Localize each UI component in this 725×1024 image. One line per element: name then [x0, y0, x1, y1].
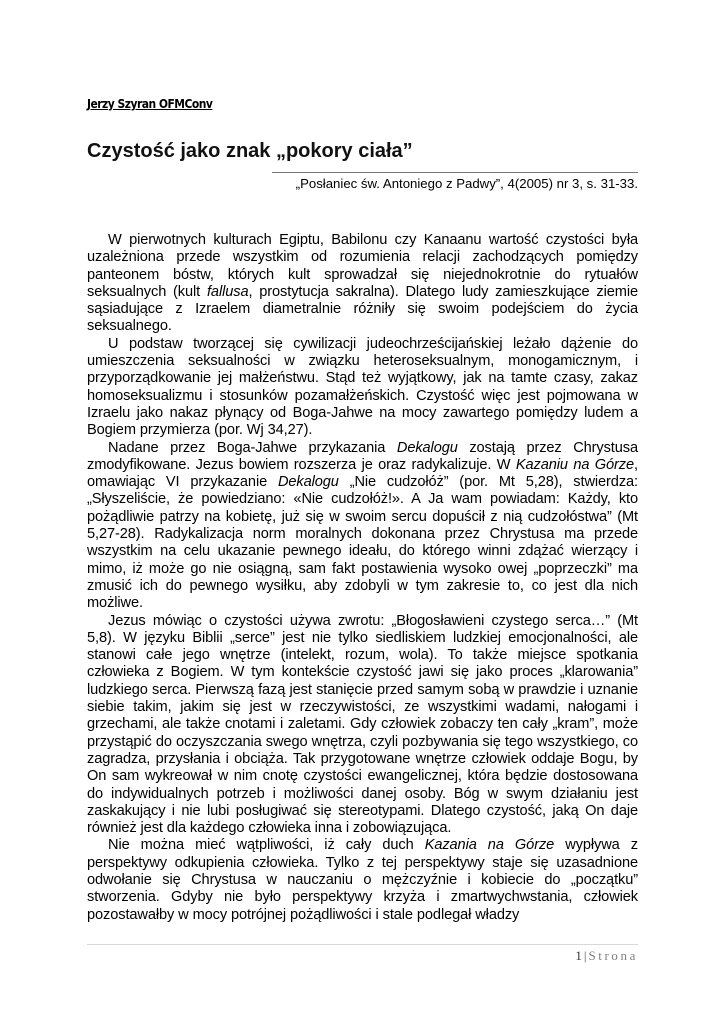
text-run: wypływa z perspektywy odkupienia człowieka. Tylko z tej perspektywy staje się uzasadnione odwołanie się Chrystusa w nauczaniu o mężczyźnie i kobiecie do „początku” stworzenia. Gdyby nie było perspektywy krzyża i zmartwychwstania, człowiek pozostawałby w mocy potrójnej pożądliwości i stale podlegał władzy [87, 837, 638, 923]
italic-text: Dekalogu [396, 439, 458, 456]
footer-separator: | [583, 948, 587, 963]
text-run: , prostytucja sakralna). Dlatego ludy zamieszkujące ziemie sąsiadujące z Izraelem diametralnie różniły się swoim podejściem do życia seksualnego. [87, 283, 638, 335]
text-run: , omawiając VI przykazanie [87, 456, 638, 491]
page-footer [575, 948, 638, 964]
article-title: Czystość jako znak „pokory ciała” [87, 140, 413, 162]
page-label: Strona [588, 948, 638, 963]
page-number: 1 [575, 948, 582, 963]
paragraph [87, 613, 638, 838]
text-run: U podstaw tworzącej się cywilizacji judeochrześcijańskiej leżało dążenie do umieszczenia seksualności w związku heteroseksualnym, monogamicznym, i przyporządkowanie jej małżeństwu. Stąd też wyjątkowy, jak na tamte czasy, zakaz homoseksualizmu i stosunków pozamałżeńskich. Czystość więc jest pojmowana w Izraelu jako nakaz płynący od Boga-Jahwe na mocy zawartego pomiędzy ludem a Bogiem przymierza (por. Wj 34,27). [87, 335, 638, 439]
paragraph [87, 336, 638, 440]
italic-text: Kazaniu na Górze [515, 456, 635, 473]
text-run: Nie można mieć wątpliwości, iż cały duch [108, 837, 425, 854]
article-body [87, 232, 638, 924]
source-citation: „Posłaniec św. Antoniego z Padwy”, 4(2005) nr 3, s. 31-33. [272, 172, 638, 191]
text-run: zostają przez Chrystusa zmodyfikowane. Jezus bowiem rozszerza je oraz radykalizuje. W [87, 439, 638, 473]
author-name: Jerzy Szyran OFMConv [87, 96, 213, 111]
footer-divider [87, 944, 638, 945]
paragraph [87, 440, 638, 613]
italic-text: Dekalogu [277, 474, 339, 491]
paragraph [87, 837, 638, 923]
text-run: W pierwotnych kulturach Egiptu, Babilonu czy Kanaanu wartość czystości była uzależniona przede wszystkim od rozumienia relacji zachodzących pomiędzy panteonem bóstw, których kult sprowadzał się niejednokrotnie do rytuałów seksualnych (kult [87, 232, 638, 300]
text-run: Nadane przez Boga-Jahwe przykazania [108, 439, 397, 456]
paragraph [87, 232, 638, 336]
italic-text: Kazania na Górze [424, 837, 555, 854]
text-run: „Nie cudzołóż” (por. Mt 5,28), stwierdza: „Słyszeliście, że powiedziano: «Nie cudzołóż!». A Ja wam powiadam: Każdy, kto pożądliwie patrzy na kobietę, już się w swoim sercu dopuścił z nią cudzołóstwa” (Mt 5,27-28). Radykalizacja norm moralnych dokonana przez Chrystusa ma przede wszystkim na celu ukazanie pewnego ideału, do którego winni zdążać wierzący i mimo, iż może go nie osiągną, sam fakt postawienia wysoko owej „poprzeczki” ma zmusić ich do pewnego wysiłku, aby zdobyli w tym zakresie to, co jest dla nich możliwe. [87, 474, 638, 612]
italic-text: fallusa [206, 283, 249, 300]
text-run: Jezus mówiąc o czystości używa zwrotu: „Błogosławieni czystego serca…” (Mt 5,8). W języku Biblii „serce” jest nie tylko siedliskiem ludzkiej emocjonalności, ale stanowi całe jego wnętrze (intelekt, rozum, wola). To także miejsce spotkania człowieka z Bogiem. W tym kontekście czystość jawi się jako proces „klarowania” ludzkiego serca. Pierwszą fazą jest stanięcie przed samym sobą w prawdzie i uznanie siebie takim, jakim się jest w rzeczywistości, ze wszystkimi wadami, nałogami i grzechami, ale także cnotami i zaletami. Gdy człowiek zobaczy ten cały „kram”, może przystąpić do oczyszczania swego wnętrza, czyli pozbywania się tego wszystkiego, co zagradza, przysłania i obciąża. Tak przygotowane wnętrze człowiek oddaje Bogu, by On sam wykreował w nim cnotę czystości ewangelicznej, która będzie dostosowana do indywidualnych potrzeb i możliwości danej osoby. Bóg w swym działaniu jest zaskakujący i nie lubi posługiwać się stereotypami. Dlatego czystość, jaką On daje również jest dla każdego człowieka inna i zobowiązująca. [87, 612, 638, 837]
